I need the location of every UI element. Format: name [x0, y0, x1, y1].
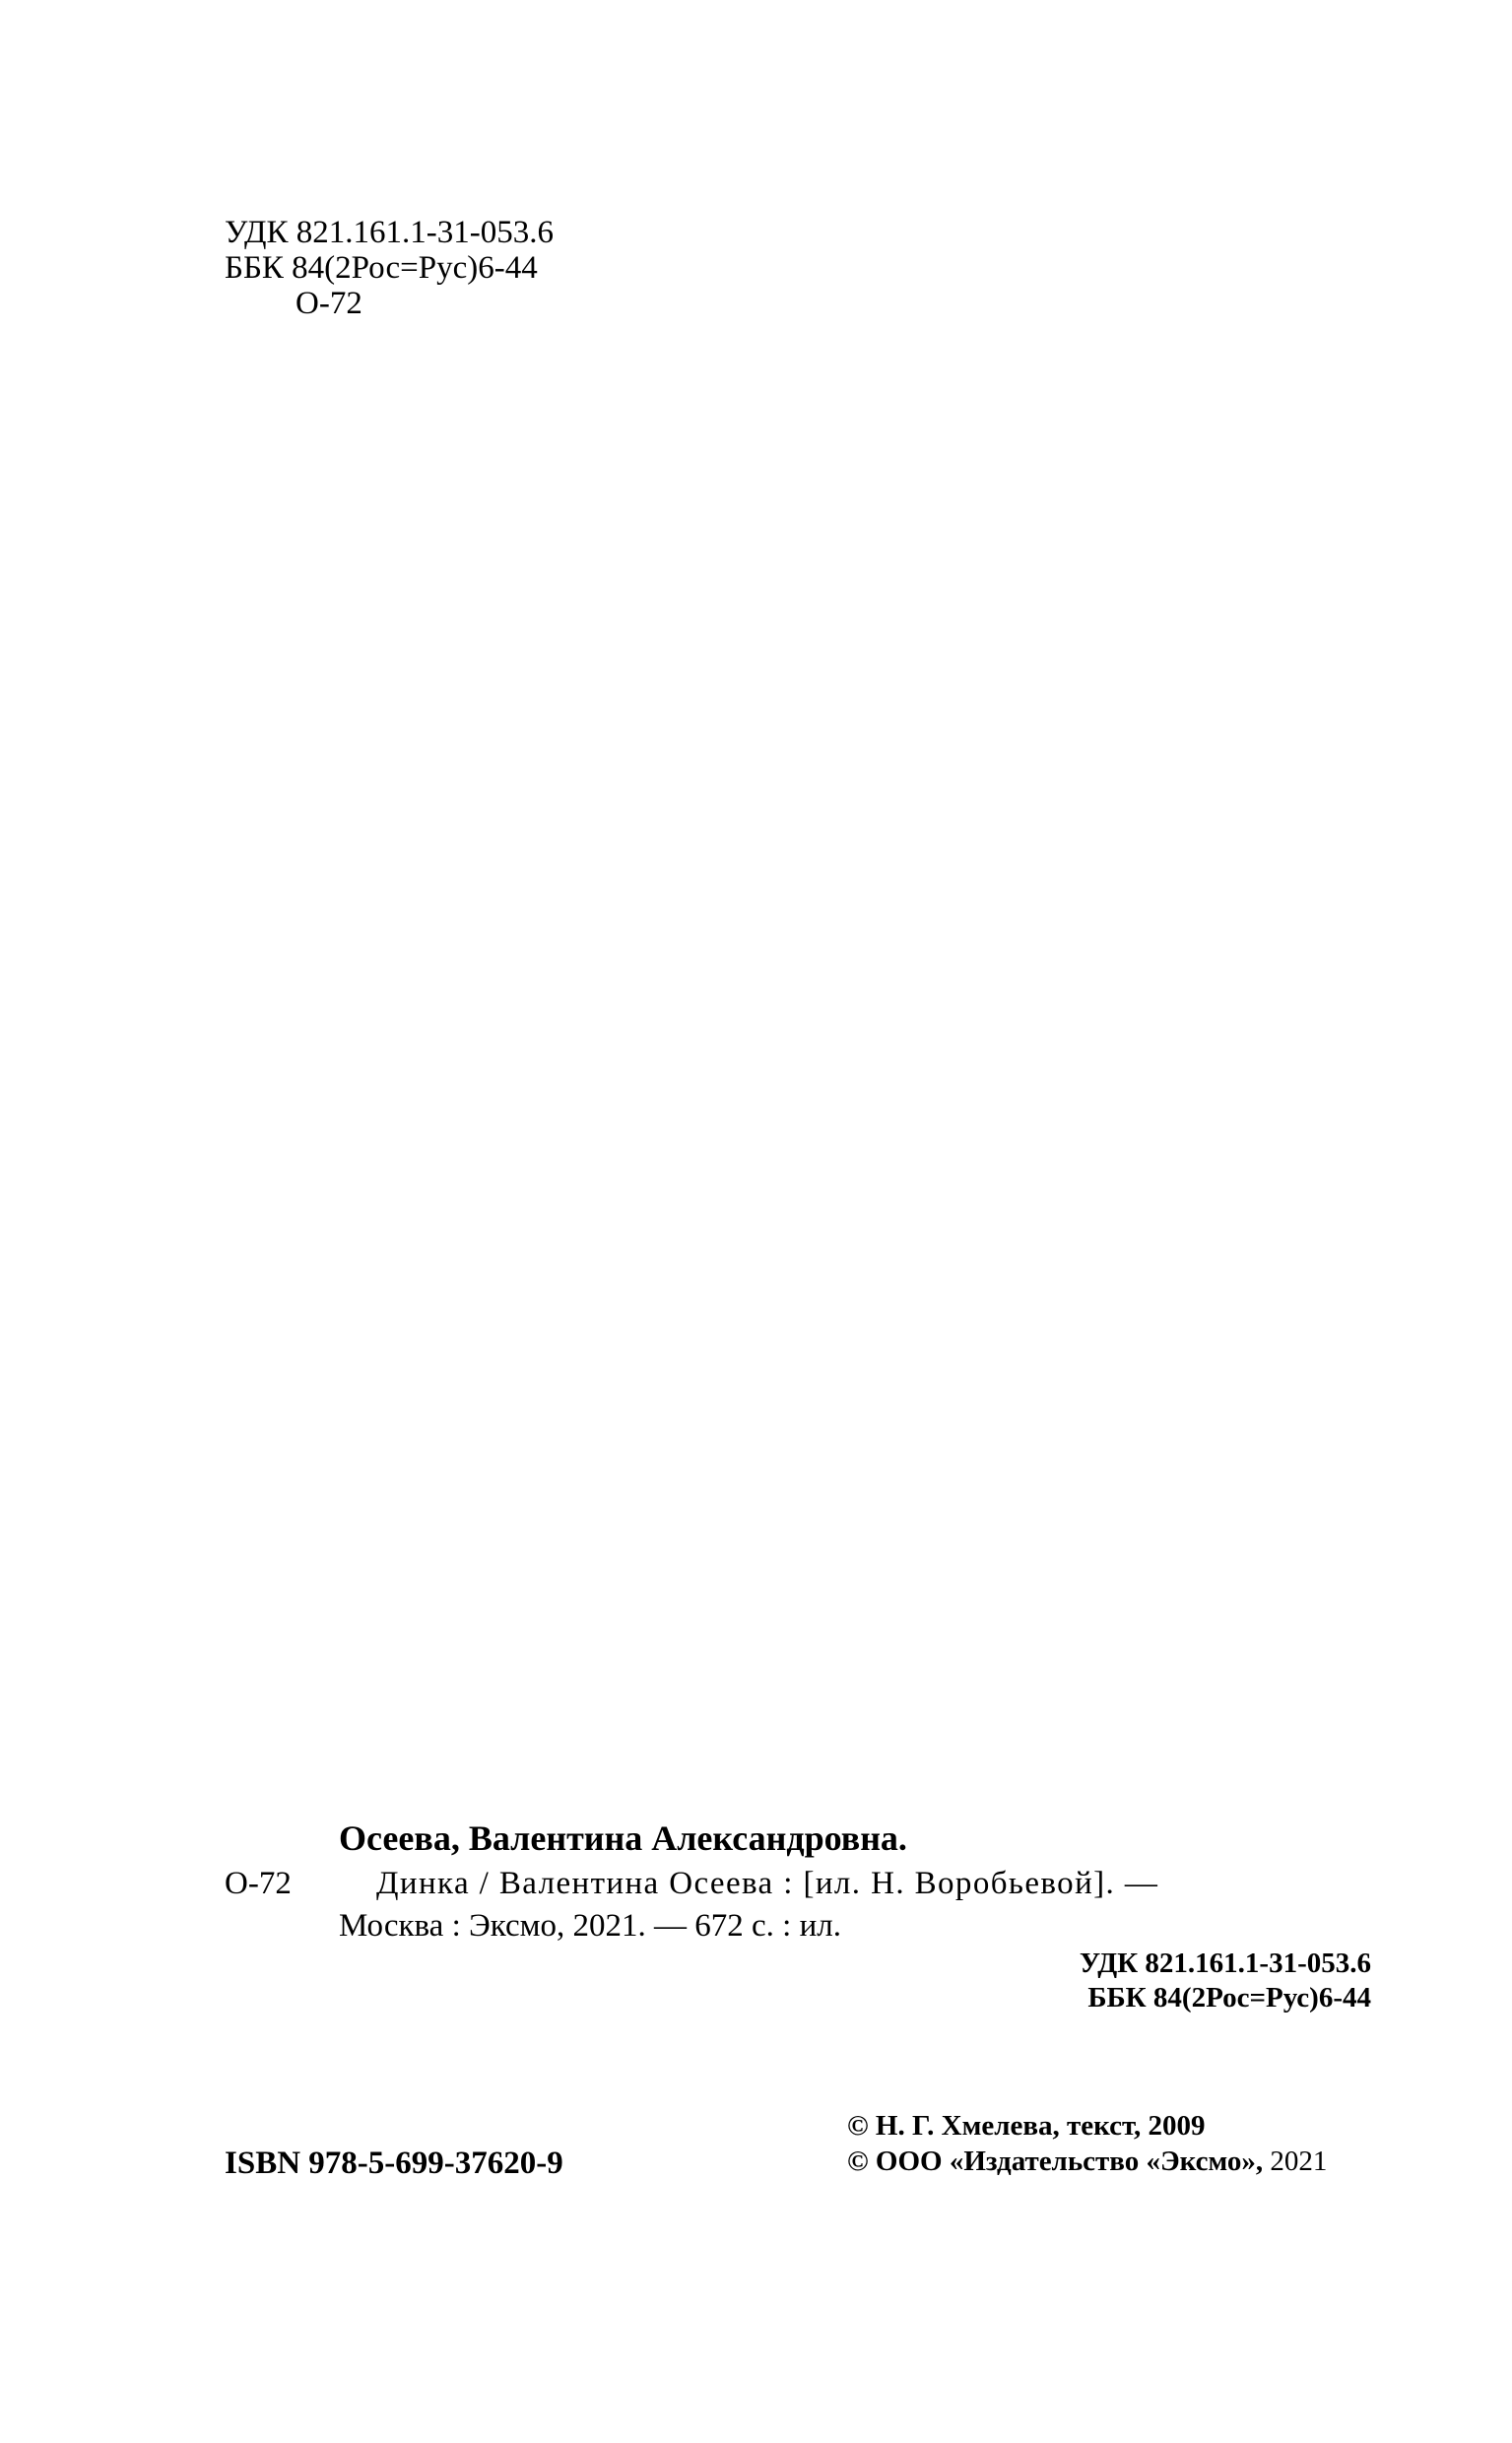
- catalog-bbk-code: ББК 84(2Рос=Рус)6-44: [1087, 1982, 1371, 2014]
- catalog-udk-code: УДК 821.161.1-31-053.6: [1079, 1948, 1371, 1979]
- copyright-text-line: [847, 2112, 1206, 2141]
- author-heading: Осеева, Валентина Александровна.: [339, 1818, 907, 1858]
- copyright-text-holder: © Н. Г. Хмелева, текст, 2009: [847, 2110, 1206, 2142]
- catalog-author-mark: О-72: [225, 1866, 292, 1901]
- top-author-mark: О-72: [296, 286, 362, 321]
- top-udk-code: УДК 821.161.1-31-053.6: [225, 215, 555, 250]
- copyright-publisher-year: 2021: [1263, 2146, 1328, 2177]
- catalog-publication-line: Москва : Эксмо, 2021. — 672 с. : ил.: [339, 1908, 841, 1944]
- catalog-title-line: Динка / Валентина Осеева : [ил. Н. Воробьевой]. —: [376, 1866, 1159, 1901]
- isbn-number: ISBN 978-5-699-37620-9: [225, 2146, 563, 2181]
- top-bbk-code: ББК 84(2Рос=Рус)6-44: [225, 250, 538, 286]
- copyright-publisher-line: [847, 2147, 1327, 2176]
- copyright-publisher-holder: © ООО «Издательство «Эксмо»,: [847, 2146, 1264, 2177]
